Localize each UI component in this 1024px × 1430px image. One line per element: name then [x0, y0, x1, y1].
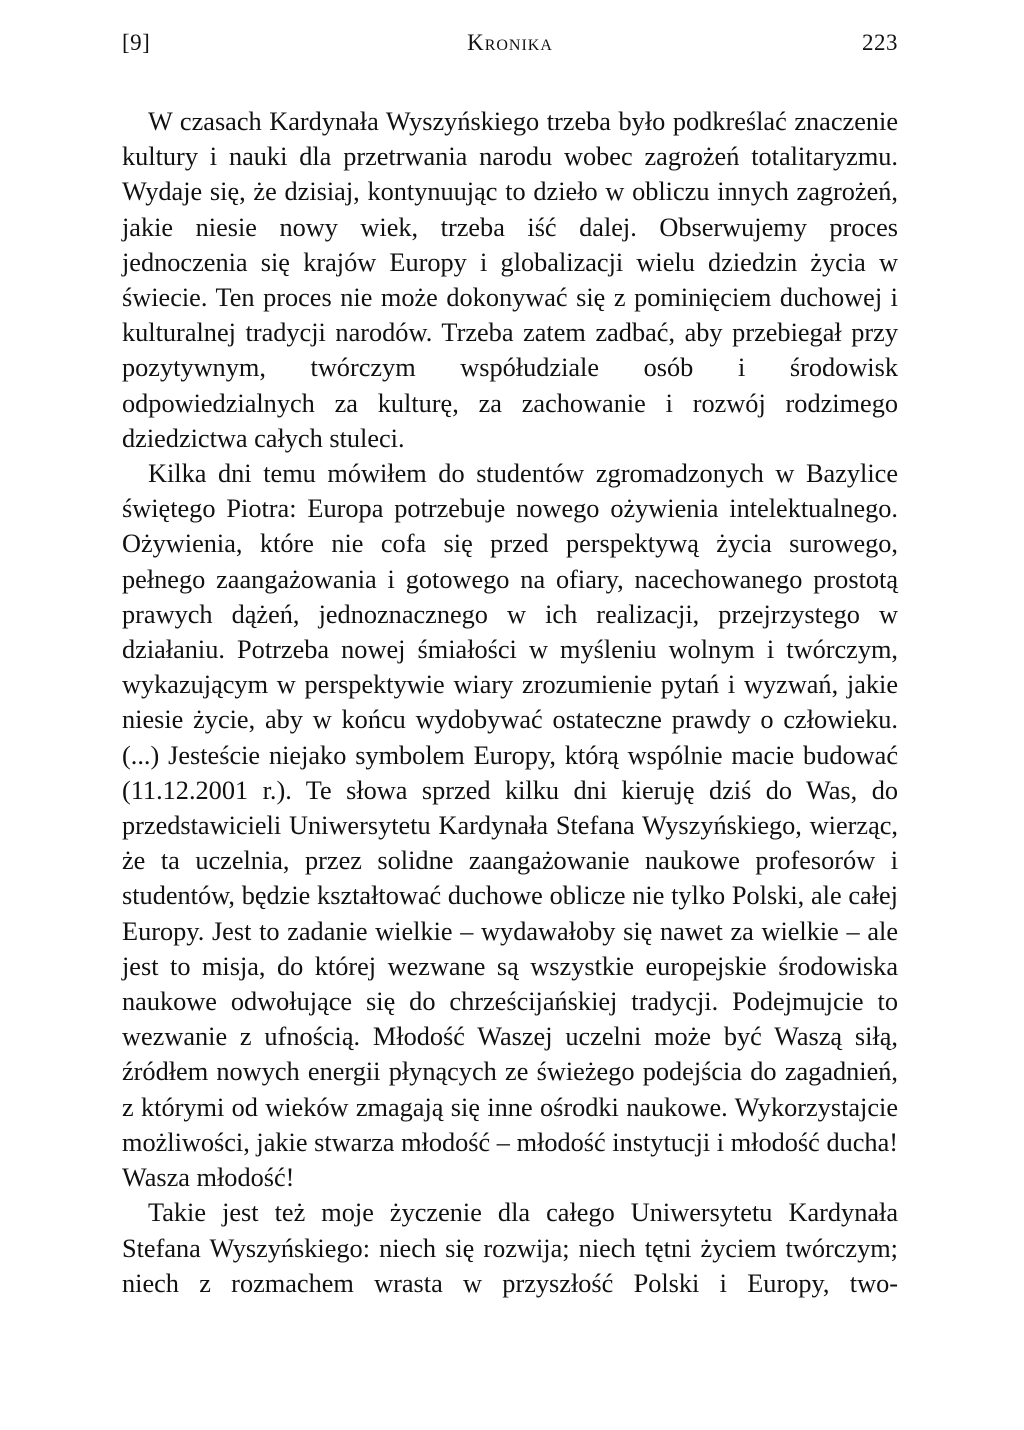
paragraph-2: Kilka dni temu mówiłem do studentów zgromadzonych w Bazylice świętego Piotra: Europa potrzebuje nowego ożywienia intelektualnego. Ożywienia, które nie cofa się przed perspektywą życia surowego, pełnego zaangażowania i gotowego na ofiary, nacechowanego prostotą prawych dążeń, jednoznacznego w ich realizacji, przejrzystego w działaniu. Potrzeba nowej śmiałości w myśleniu wolnym i twórczym, wykazującym w perspektywie wiary zrozumienie pytań i wyzwań, jakie niesie życie, aby w końcu wydobywać ostateczne prawdy o człowieku. (...) Jesteście niejako symbolem Europy, którą wspólnie macie budować (11.12.2001 r.). Te słowa sprzed kilku dni kieruję dziś do Was, do przedstawicieli Uniwersytetu Kardynała Stefana Wyszyńskiego, wierząc, że ta uczelnia, przez solidne zaangażowanie naukowe profesorów i studentów, będzie kształtować duchowe oblicze nie tylko Polski, ale całej Europy. Jest to zadanie wielkie – wydawałoby się nawet za wielkie – ale jest to misja, do której wezwane są wszystkie europejskie środowiska naukowe odwołujące się do chrześcijańskiej tradycji. Podejmujcie to wezwanie z ufnością. Młodość Waszej uczelni może być Waszą siłą, źródłem nowych energii płynących ze świeżego podejścia do zagadnień, z którymi od wieków zmagają się inne ośrodki naukowe. Wykorzystajcie możliwości, jakie stwarza młodość – młodość instytucji i młodość ducha! Wasza młodość!	[122, 459, 898, 1193]
page-number: 223	[862, 30, 898, 55]
paragraph-3: Takie jest też moje życzenie dla całego Uniwersytetu Kardynała Stefana Wyszyńskiego: niech się rozwija; niech tętni życiem twórczym; niech z rozmachem wrasta w przyszłość Polski i Europy, two-	[122, 1198, 898, 1298]
running-header	[122, 30, 898, 70]
paragraph-1: W czasach Kardynała Wyszyńskiego trzeba było podkreślać znaczenie kultury i nauki dla przetrwania narodu wobec zagrożeń totalitaryzmu. Wydaje się, że dzisiaj, kontynuując to dzieło w obliczu innych zagrożeń, jakie niesie nowy wiek, trzeba iść dalej. Obserwujemy proces jednoczenia się krajów Europy i globalizacji wielu dziedzin życia w świecie. Ten proces nie może dokonywać się z pominięciem duchowej i kulturalnej tradycji narodów. Trzeba zatem zadbać, aby przebiegał przy pozytywnym, twórczym współudziale osób i środowisk odpowiedzialnych za kulturę, za zachowanie i rozwój rodzimego dziedzictwa całych stuleci.	[122, 107, 898, 453]
header-section-number: [9]	[122, 30, 151, 55]
document-page	[122, 30, 898, 1301]
body-text	[122, 104, 898, 1301]
header-section-title: Kronika	[467, 30, 553, 55]
